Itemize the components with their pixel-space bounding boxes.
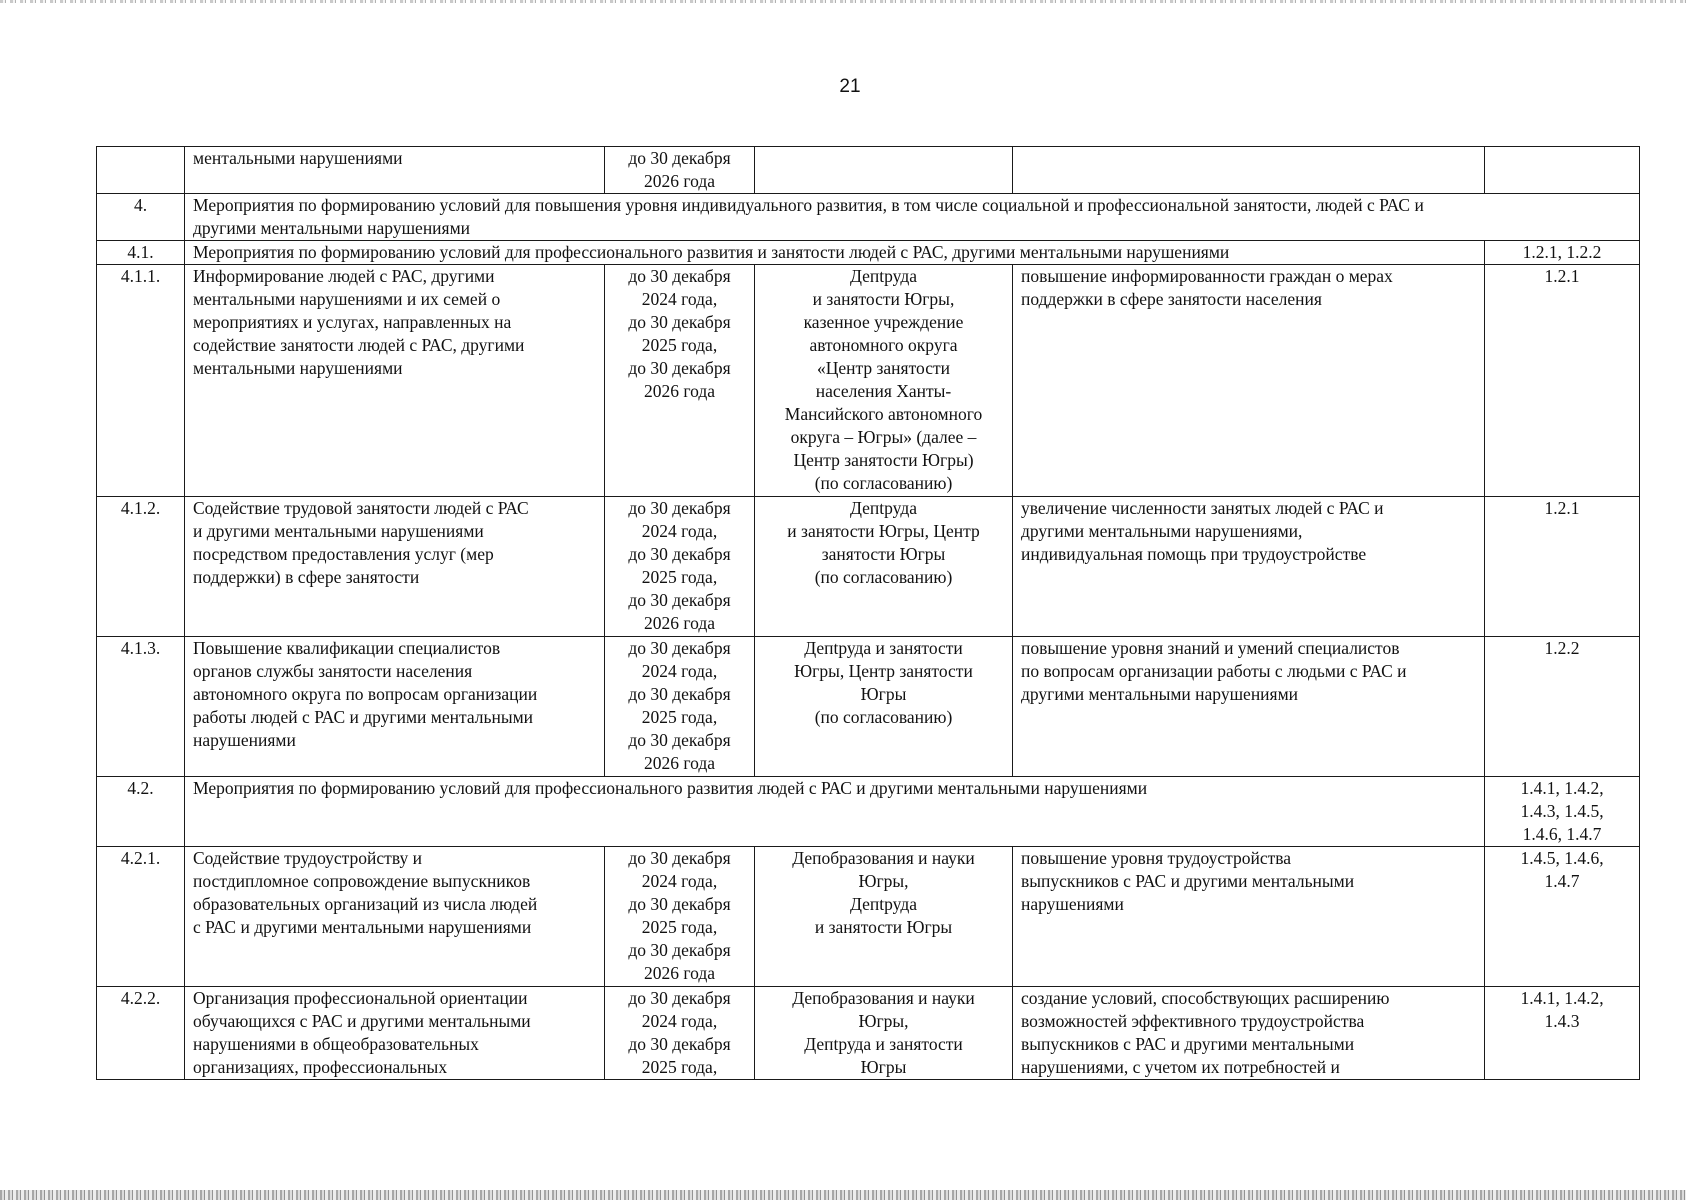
section-title-cell xyxy=(185,241,1485,265)
result-cell-line: другими ментальными нарушениями xyxy=(1021,684,1299,704)
responsible-cell-line: Депобразования и науки xyxy=(792,988,975,1008)
result-cell xyxy=(1013,147,1485,194)
responsible-cell-line: и занятости Югры, xyxy=(812,289,955,309)
row-number-cell: 4.2. xyxy=(97,777,185,847)
section-title-cell-line: Мероприятия по формированию условий для профессионального развития и занятости людей с РАС, другими ментальными нарушениями xyxy=(193,242,1230,262)
responsible-cell-line: округа – Югры» (далее – xyxy=(790,427,977,447)
activity-cell xyxy=(185,265,605,497)
result-cell xyxy=(1013,637,1485,777)
deadline-cell xyxy=(605,497,755,637)
deadline-cell xyxy=(605,265,755,497)
responsible-cell-line: автономного округа xyxy=(809,335,958,355)
action-plan-table xyxy=(96,146,1640,1080)
deadline-cell-line: до 30 декабря xyxy=(628,638,731,658)
table-row xyxy=(97,637,1640,777)
indicators-cell-line: 1.2.2 xyxy=(1544,638,1580,658)
activity-cell-line: обучающихся с РАС и другими ментальными xyxy=(193,1011,531,1031)
responsible-cell-line: населения Ханты- xyxy=(815,381,952,401)
indicators-cell-line: 1.4.5, 1.4.6, xyxy=(1520,848,1604,868)
result-cell xyxy=(1013,987,1485,1080)
indicators-cell xyxy=(1485,147,1640,194)
result-cell xyxy=(1013,497,1485,637)
deadline-cell-line: 2025 года, xyxy=(641,335,718,355)
deadline-cell xyxy=(605,847,755,987)
activity-cell-line: нарушениями xyxy=(193,730,296,750)
activity-cell-line: Содействие трудовой занятости людей с РАС xyxy=(193,498,529,518)
responsible-cell xyxy=(755,637,1013,777)
activity-cell-line: ментальными нарушениями xyxy=(193,358,403,378)
activity-cell-line: содействие занятости людей с РАС, другими xyxy=(193,335,525,355)
deadline-cell xyxy=(605,637,755,777)
deadline-cell-line: 2026 года xyxy=(643,963,716,983)
responsible-cell-line: Центр занятости Югры) xyxy=(793,450,974,470)
row-number-cell: 4.1. xyxy=(97,241,185,265)
responsible-cell-line: Югры xyxy=(860,684,907,704)
section-row xyxy=(97,241,1640,265)
deadline-cell-line: до 30 декабря xyxy=(628,1034,731,1054)
responsible-cell-line: Депtруда xyxy=(850,498,917,518)
result-cell-line: по вопросам организации работы с людьми с РАС и xyxy=(1021,661,1407,681)
result-cell-line: создание условий, способствующих расширению xyxy=(1021,988,1390,1008)
section-title-cell-line: другими ментальными нарушениями xyxy=(193,218,471,238)
deadline-cell-line: 2024 года, xyxy=(641,661,718,681)
indicators-cell xyxy=(1485,265,1640,497)
table-row xyxy=(97,265,1640,497)
result-cell-line: нарушениями xyxy=(1021,894,1124,914)
deadline-cell-line: 2024 года, xyxy=(641,521,718,541)
deadline-cell-line: до 30 декабря xyxy=(628,312,731,332)
row-number-cell: 4. xyxy=(97,194,185,241)
activity-cell xyxy=(185,637,605,777)
responsible-cell-line: и занятости Югры xyxy=(814,917,953,937)
row-number-cell: 4.1.3. xyxy=(97,637,185,777)
responsible-cell-line: (по согласованию) xyxy=(814,473,953,493)
section-title-cell xyxy=(185,194,1640,241)
result-cell-line: другими ментальными нарушениями, xyxy=(1021,521,1303,541)
deadline-cell-line: 2026 года xyxy=(643,171,716,191)
indicators-cell-line: 1.2.1 xyxy=(1544,266,1580,286)
section-title-cell-line: Мероприятия по формированию условий для повышения уровня индивидуального развития, в том числе социальной и профессиональной занятости, людей с РАС и xyxy=(193,195,1424,215)
activity-cell-line: поддержки) в сфере занятости xyxy=(193,567,420,587)
responsible-cell-line: (по согласованию) xyxy=(814,707,953,727)
responsible-cell-line: Депtруда xyxy=(850,266,917,286)
activity-cell-line: Организация профессиональной ориентации xyxy=(193,988,528,1008)
section-row xyxy=(97,777,1640,847)
deadline-cell-line: до 30 декабря xyxy=(628,894,731,914)
indicators-cell xyxy=(1485,637,1640,777)
deadline-cell-line: 2024 года, xyxy=(641,1011,718,1031)
responsible-cell xyxy=(755,987,1013,1080)
indicators-cell xyxy=(1485,241,1640,265)
responsible-cell-line: и занятости Югры, Центр xyxy=(787,521,980,541)
activity-cell-line: ментальными нарушениями и их семей о xyxy=(193,289,501,309)
table-row xyxy=(97,987,1640,1080)
activity-cell-line: Повышение квалификации специалистов xyxy=(193,638,501,658)
responsible-cell-line: (по согласованию) xyxy=(814,567,953,587)
responsible-cell-line: занятости Югры xyxy=(821,544,946,564)
responsible-cell xyxy=(755,147,1013,194)
result-cell-line: увеличение численности занятых людей с РАС и xyxy=(1021,498,1384,518)
section-title-cell xyxy=(185,777,1485,847)
result-cell-line: выпускников с РАС и другими ментальными xyxy=(1021,1034,1355,1054)
activity-cell-line: образовательных организаций из числа людей xyxy=(193,894,538,914)
responsible-cell xyxy=(755,847,1013,987)
result-cell xyxy=(1013,847,1485,987)
section-title-cell-line: Мероприятия по формированию условий для профессионального развития людей с РАС и другими ментальными нарушениями xyxy=(193,778,1148,798)
responsible-cell-line: Югры xyxy=(860,1057,907,1077)
deadline-cell-line: 2026 года xyxy=(643,381,716,401)
responsible-cell-line: Югры, Центр занятости xyxy=(794,661,973,681)
deadline-cell-line: до 30 декабря xyxy=(628,498,731,518)
row-number-cell: 4.1.2. xyxy=(97,497,185,637)
responsible-cell-line: Югры, xyxy=(858,1011,909,1031)
scan-edge-top xyxy=(0,0,1686,3)
scan-edge-bottom xyxy=(0,1190,1686,1200)
indicators-cell-line: 1.4.1, 1.4.2, xyxy=(1520,988,1604,1008)
activity-cell-line: органов службы занятости населения xyxy=(193,661,473,681)
responsible-cell-line: казенное учреждение xyxy=(803,312,964,332)
activity-cell-line: Информирование людей с РАС, другими xyxy=(193,266,495,286)
table-row xyxy=(97,147,1640,194)
deadline-cell-line: до 30 декабря xyxy=(628,358,731,378)
table-row xyxy=(97,497,1640,637)
deadline-cell-line: до 30 декабря xyxy=(628,148,731,168)
indicators-cell-line: 1.2.1 xyxy=(1544,498,1580,518)
deadline-cell-line: до 30 декабря xyxy=(628,848,731,868)
section-row xyxy=(97,194,1640,241)
responsible-cell-line: Мансийского автономного xyxy=(784,404,983,424)
indicators-cell-line: 1.4.3, 1.4.5, xyxy=(1520,801,1604,821)
indicators-cell xyxy=(1485,987,1640,1080)
deadline-cell-line: 2025 года, xyxy=(641,1057,718,1077)
deadline-cell-line: 2026 года xyxy=(643,753,716,773)
page-number: 21 xyxy=(839,76,861,97)
deadline-cell-line: до 30 декабря xyxy=(628,266,731,286)
indicators-cell-line: 1.4.1, 1.4.2, xyxy=(1520,778,1604,798)
table-row xyxy=(97,847,1640,987)
activity-cell-line: автономного округа по вопросам организации xyxy=(193,684,538,704)
activity-cell-line: ментальными нарушениями xyxy=(193,148,403,168)
responsible-cell-line: Депtруда xyxy=(850,894,917,914)
indicators-cell-line: 1.2.1, 1.2.2 xyxy=(1522,242,1602,262)
deadline-cell-line: 2025 года, xyxy=(641,917,718,937)
responsible-cell-line: Депобразования и науки xyxy=(792,848,975,868)
activity-cell xyxy=(185,497,605,637)
activity-cell-line: с РАС и другими ментальными нарушениями xyxy=(193,917,532,937)
result-cell-line: повышение информированности граждан о мерах xyxy=(1021,266,1393,286)
result-cell-line: поддержки в сфере занятости населения xyxy=(1021,289,1322,309)
row-number-cell xyxy=(97,147,185,194)
result-cell xyxy=(1013,265,1485,497)
row-number-cell: 4.1.1. xyxy=(97,265,185,497)
deadline-cell-line: 2025 года, xyxy=(641,707,718,727)
indicators-cell-line: 1.4.3 xyxy=(1544,1011,1580,1031)
activity-cell xyxy=(185,847,605,987)
deadline-cell-line: 2025 года, xyxy=(641,567,718,587)
indicators-cell xyxy=(1485,847,1640,987)
activity-cell-line: организациях, профессиональных xyxy=(193,1057,448,1077)
deadline-cell-line: до 30 декабря xyxy=(628,940,731,960)
activity-cell-line: Содействие трудоустройству и xyxy=(193,848,422,868)
result-cell-line: повышение уровня трудоустройства xyxy=(1021,848,1292,868)
activity-cell xyxy=(185,987,605,1080)
activity-cell-line: работы людей с РАС и другими ментальными xyxy=(193,707,534,727)
activity-cell-line: мероприятиях и услугах, направленных на xyxy=(193,312,512,332)
activity-cell xyxy=(185,147,605,194)
row-number-cell: 4.2.2. xyxy=(97,987,185,1080)
responsible-cell-line: Депtруда и занятости xyxy=(804,1034,963,1054)
deadline-cell-line: 2024 года, xyxy=(641,871,718,891)
activity-cell-line: нарушениями в общеобразовательных xyxy=(193,1034,479,1054)
deadline-cell-line: до 30 декабря xyxy=(628,988,731,1008)
activity-cell-line: и другими ментальными нарушениями xyxy=(193,521,484,541)
result-cell-line: возможностей эффективного трудоустройства xyxy=(1021,1011,1365,1031)
row-number-cell: 4.2.1. xyxy=(97,847,185,987)
deadline-cell-line: 2026 года xyxy=(643,613,716,633)
indicators-cell-line: 1.4.6, 1.4.7 xyxy=(1522,824,1602,844)
responsible-cell-line: «Центр занятости xyxy=(817,358,950,378)
deadline-cell-line: до 30 декабря xyxy=(628,544,731,564)
indicators-cell xyxy=(1485,497,1640,637)
responsible-cell-line: Депtруда и занятости xyxy=(804,638,963,658)
responsible-cell xyxy=(755,497,1013,637)
activity-cell-line: посредством предоставления услуг (мер xyxy=(193,544,494,564)
result-cell-line: повышение уровня знаний и умений специалистов xyxy=(1021,638,1400,658)
result-cell-line: выпускников с РАС и другими ментальными xyxy=(1021,871,1355,891)
deadline-cell-line: до 30 декабря xyxy=(628,684,731,704)
result-cell-line: индивидуальная помощь при трудоустройстве xyxy=(1021,544,1367,564)
responsible-cell xyxy=(755,265,1013,497)
indicators-cell xyxy=(1485,777,1640,847)
table-body xyxy=(97,147,1640,1080)
result-cell-line: нарушениями, с учетом их потребностей и xyxy=(1021,1057,1340,1077)
indicators-cell-line: 1.4.7 xyxy=(1544,871,1580,891)
deadline-cell-line: 2024 года, xyxy=(641,289,718,309)
activity-cell-line: постдипломное сопровождение выпускников xyxy=(193,871,531,891)
deadline-cell xyxy=(605,147,755,194)
responsible-cell-line: Югры, xyxy=(858,871,909,891)
deadline-cell-line: до 30 декабря xyxy=(628,590,731,610)
deadline-cell xyxy=(605,987,755,1080)
deadline-cell-line: до 30 декабря xyxy=(628,730,731,750)
